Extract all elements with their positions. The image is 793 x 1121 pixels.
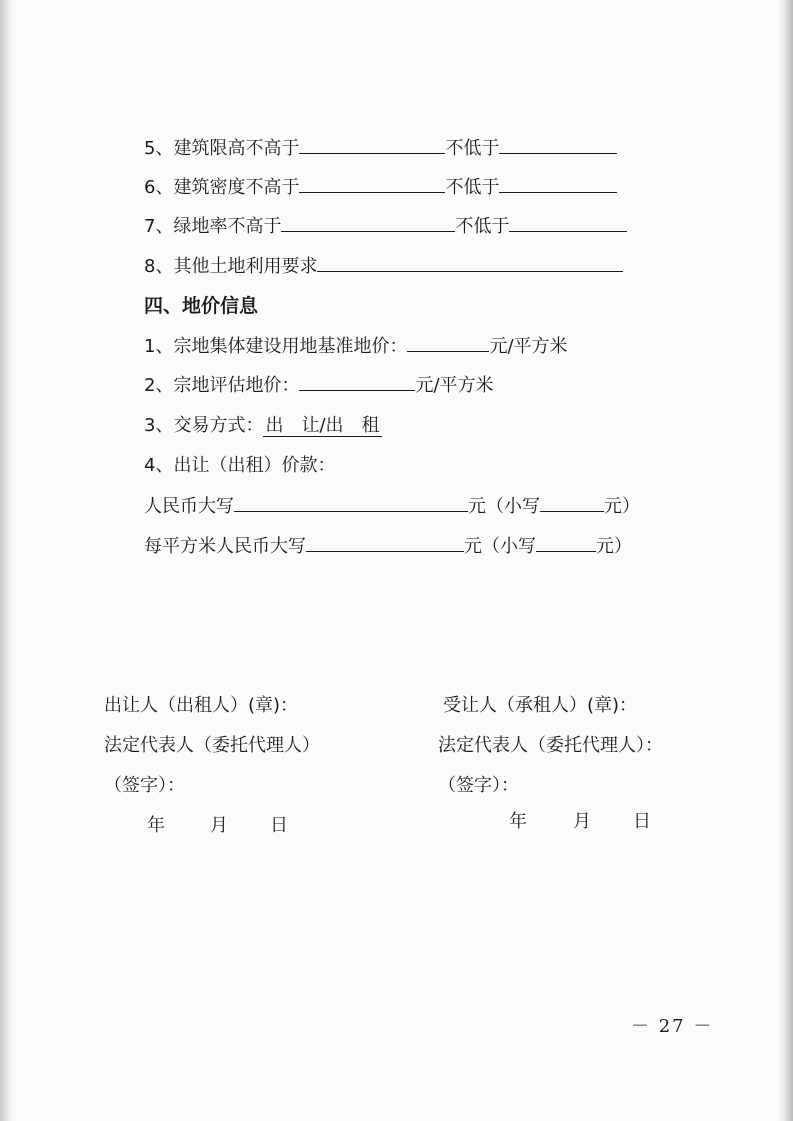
transferor-signature: （签字）： bbox=[104, 775, 185, 796]
transferee-representative: 法定代表人（委托代理人）： bbox=[438, 735, 663, 756]
transferee-date bbox=[509, 810, 651, 834]
price-item-2-blank bbox=[299, 373, 415, 391]
item-8-blank bbox=[317, 254, 623, 272]
page-number: － 27 － bbox=[631, 1016, 714, 1037]
item-6-upper-blank bbox=[299, 175, 445, 193]
item-6-lower-blank bbox=[499, 175, 617, 193]
item-6-line bbox=[144, 175, 617, 199]
transaction-method-value: 出 让/出 租 bbox=[265, 415, 380, 436]
scan-edge-right bbox=[777, 0, 793, 1121]
rmb-per-sqm-unit: 元（小写 bbox=[464, 536, 536, 557]
item-8-line bbox=[144, 254, 623, 278]
rmb-total-label: 人民币大写 bbox=[144, 496, 234, 517]
section-heading-price: 四、地价信息 bbox=[144, 295, 259, 317]
rmb-per-sqm-label: 每平方米人民币大写 bbox=[144, 536, 306, 557]
transferee-date-month: 月 bbox=[573, 811, 591, 832]
price-item-4-label: 4、出让（出租）价款： bbox=[144, 455, 336, 476]
item-7-lower-blank bbox=[509, 214, 627, 232]
item-7-label: 7、绿地率不高于 bbox=[144, 216, 282, 237]
transferor-date-month: 月 bbox=[210, 815, 228, 836]
item-5-line bbox=[144, 136, 617, 160]
transferee-date-year: 年 bbox=[509, 811, 527, 832]
transferor-party: 出让人（出租人）(章)： bbox=[104, 695, 299, 716]
transferee-date-day: 日 bbox=[633, 811, 651, 832]
price-item-1-line bbox=[144, 334, 568, 358]
item-6-label: 6、建筑密度不高于 bbox=[144, 177, 300, 198]
rmb-total-end: 元） bbox=[604, 496, 640, 517]
item-5-mid-label: 不低于 bbox=[445, 138, 500, 159]
item-7-upper-blank bbox=[281, 214, 455, 232]
price-item-2-line bbox=[144, 373, 494, 397]
price-item-2-unit: 元/平方米 bbox=[415, 375, 494, 396]
item-5-upper-blank bbox=[299, 136, 445, 154]
price-item-1-unit: 元/平方米 bbox=[489, 336, 568, 357]
transferee-signature: （签字）： bbox=[438, 775, 519, 796]
item-6-mid-label: 不低于 bbox=[445, 177, 500, 198]
item-7-mid-label: 不低于 bbox=[455, 216, 510, 237]
price-item-2-label: 2、宗地评估地价： bbox=[144, 375, 300, 396]
rmb-total-unit: 元（小写 bbox=[468, 496, 540, 517]
item-5-lower-blank bbox=[499, 136, 617, 154]
price-item-1-label: 1、宗地集体建设用地基准地价： bbox=[144, 336, 408, 357]
transferor-date-year: 年 bbox=[147, 815, 165, 836]
price-item-3-line bbox=[144, 414, 382, 438]
rmb-per-sqm-small-blank bbox=[536, 534, 596, 552]
item-5-label: 5、建筑限高不高于 bbox=[144, 138, 300, 159]
rmb-total-small-blank bbox=[540, 494, 604, 512]
item-8-label: 8、其他土地利用要求 bbox=[144, 256, 318, 277]
transferor-representative: 法定代表人（委托代理人） bbox=[104, 735, 320, 756]
transferee-party: 受让人（承租人）(章)： bbox=[443, 695, 638, 716]
item-7-line bbox=[144, 214, 627, 238]
transferor-date bbox=[147, 814, 288, 838]
rmb-total-blank bbox=[234, 494, 468, 512]
rmb-per-sqm-line bbox=[144, 534, 632, 558]
price-item-3-label: 3、交易方式： bbox=[144, 415, 264, 436]
rmb-total-line bbox=[144, 494, 640, 518]
transferor-date-day: 日 bbox=[270, 815, 288, 836]
price-item-1-blank bbox=[407, 334, 489, 352]
rmb-per-sqm-end: 元） bbox=[596, 536, 632, 557]
scan-edge-left bbox=[0, 0, 14, 1121]
rmb-per-sqm-blank bbox=[306, 534, 464, 552]
